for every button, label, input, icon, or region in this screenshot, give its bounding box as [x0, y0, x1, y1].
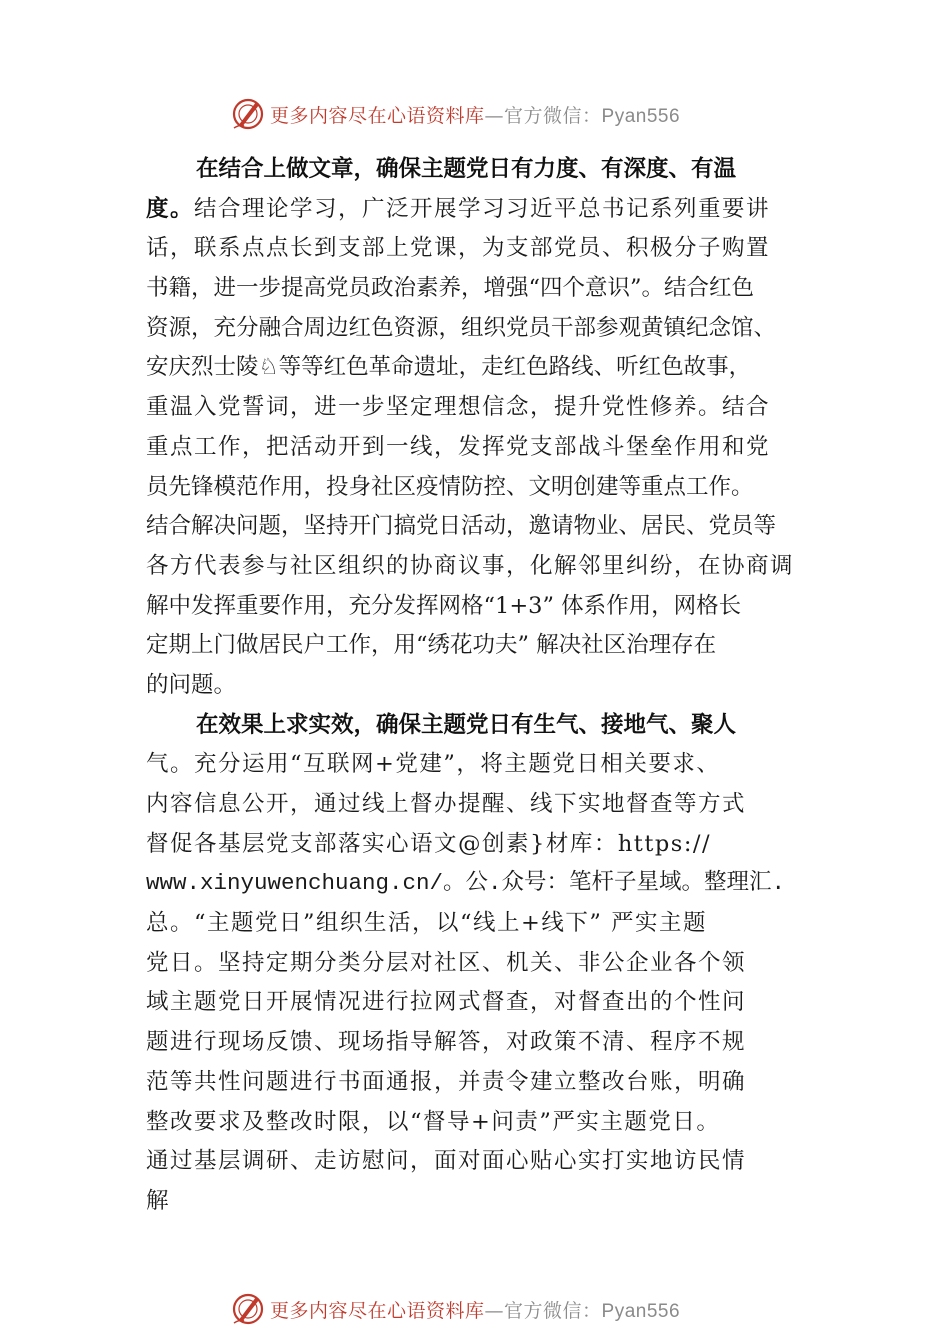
- text-line: 重点工作，把活动开到一线，发挥党支部战斗堡垒作用和党: [146, 433, 771, 460]
- footer-watermark-banner: [230, 1289, 730, 1329]
- text-line: www.xinyuwenchuang.cn/。公.众号：笔杆子星域。整理汇.: [146, 870, 786, 897]
- wechat-id: Pyan556: [601, 105, 681, 127]
- text-line: 督促各基层党支部落实心语文@创素}材库：https://: [146, 830, 712, 857]
- text-line: 资源，充分融合周边红色资源，组织党员干部参观黄镇纪念馆、: [146, 314, 777, 341]
- header-watermark-text: [270, 101, 680, 128]
- text-line: 各方代表参与社区组织的协商议事，化解邻里纠纷，在协商调: [146, 552, 795, 579]
- text-line: 题进行现场反馈、现场指导解答，对政策不清、程序不规: [146, 1029, 747, 1056]
- brand-text: 更多内容尽在心语资料库: [270, 1299, 485, 1322]
- text-line: 整改要求及整改时限，以“督导+问责”严实主题党日。: [146, 1108, 721, 1135]
- text-line: 解: [146, 1187, 169, 1214]
- text-line: 安庆烈士陵♘等等红色革命遗址，走红色路线、听红色故事，: [146, 354, 752, 381]
- document-body: [146, 150, 846, 1222]
- dash-text: —: [484, 1299, 505, 1322]
- text-line: 度。结合理论学习，广泛开展学习习近平总书记系列重要讲: [146, 195, 771, 222]
- footer-watermark-text: [270, 1296, 680, 1323]
- text-line: 气。充分运用“互联网+党建”，将主题党日相关要求、: [146, 751, 721, 778]
- text-line: 结合解决问题，坚持开门搞党日活动，邀请物业、居民、党员等: [146, 513, 777, 540]
- text-line: 话，联系点点长到支部上党课，为支部党员、积极分子购置: [146, 235, 771, 262]
- header-watermark-banner: [230, 94, 730, 134]
- quill-logo-icon: [230, 1291, 266, 1327]
- text-line: 党日。坚持定期分类分层对社区、机关、非公企业各个领: [146, 949, 747, 976]
- text-line: 通过基层调研、走访慰问，面对面心贴心实打实地访民情: [146, 1148, 747, 1175]
- text-line: 书籍，进一步提高党员政治素养，增强“四个意识”。结合红色: [146, 275, 755, 302]
- text-line: 范等共性问题进行书面通报，并责令建立整改台账，明确: [146, 1068, 747, 1095]
- text-line: 的问题。: [146, 671, 237, 698]
- text-line: 在结合上做文章，确保主题党日有力度、有深度、有温: [196, 156, 737, 182]
- text-line: 域主题党日开展情况进行拉网式督查，对督查出的个性问: [146, 989, 747, 1016]
- quill-logo-icon: [230, 96, 266, 132]
- dash-text: —: [484, 104, 505, 127]
- text-line: 员先锋模范作用，投身社区疫情防控、文明创建等重点工作。: [146, 473, 754, 500]
- text-line: 重温入党誓词，进一步坚定理想信念，提升党性修养。结合: [146, 394, 771, 421]
- official-text: 官方微信：: [504, 104, 602, 127]
- text-line: 定期上门做居民户工作，用“绣花功夫” 解决社区治理存在: [146, 632, 717, 659]
- official-text: 官方微信：: [504, 1299, 602, 1322]
- text-line: 解中发挥重要作用，充分发挥网格“1+3” 体系作用，网格长: [146, 592, 742, 619]
- wechat-id: Pyan556: [601, 1300, 681, 1322]
- text-line: 总。“主题党日”组织生活，以“线上+线下” 严实主题: [146, 910, 708, 937]
- brand-text: 更多内容尽在心语资料库: [270, 104, 485, 127]
- text-line: 在效果上求实效，确保主题党日有生气、接地气、聚人: [196, 711, 737, 738]
- text-line: 内容信息公开，通过线上督办提醒、线下实地督查等方式: [146, 791, 747, 817]
